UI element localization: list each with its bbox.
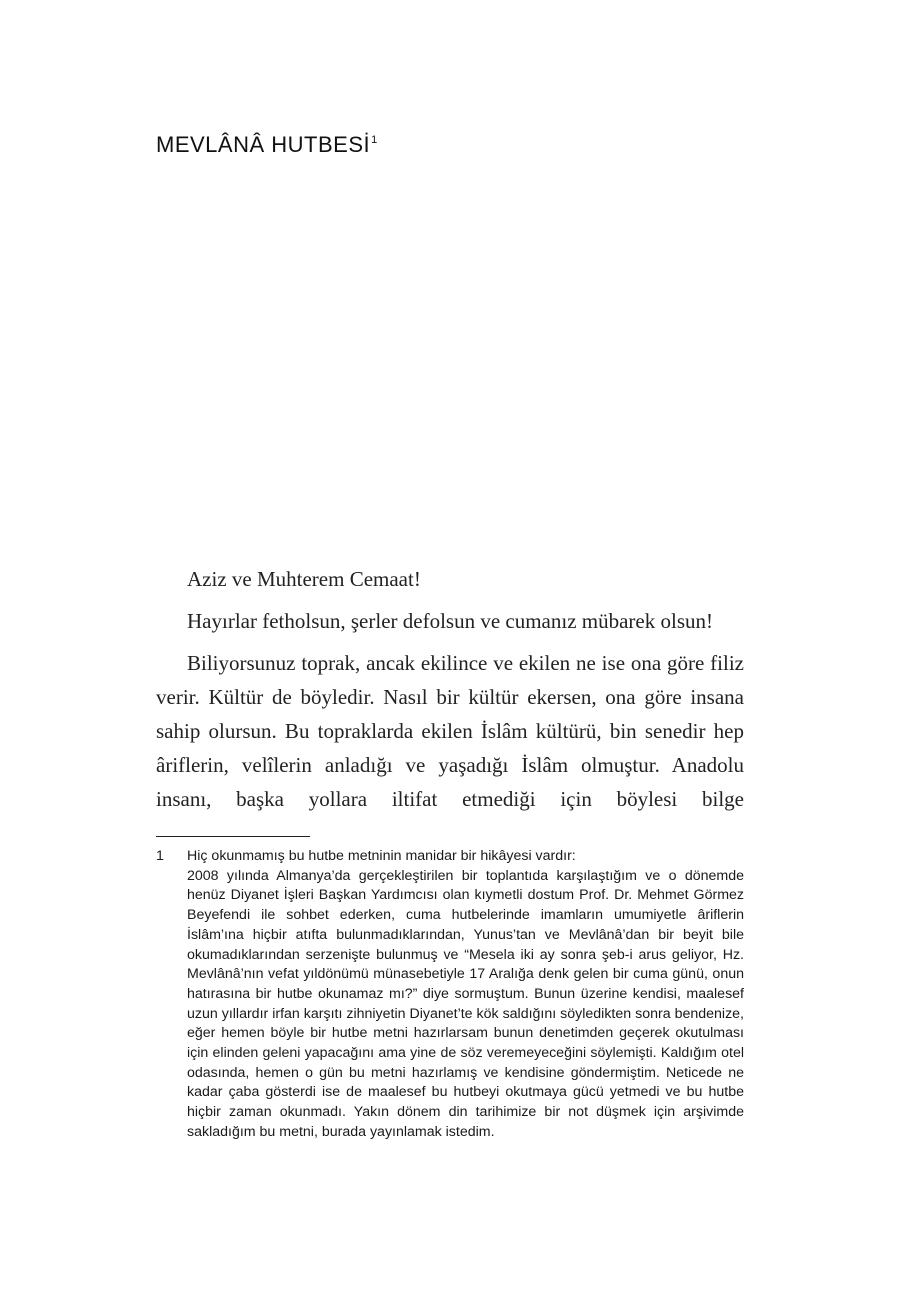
footnote-separator bbox=[156, 836, 310, 837]
salutation-paragraph: Aziz ve Muhterem Cemaat! bbox=[187, 567, 421, 591]
footnote-reference[interactable]: 1 bbox=[371, 134, 378, 146]
footnote-text: 2008 yılında Almanya’da gerçekleştirilen bir toplantıda karşılaştığım ve o dönemde henüz Diyanet İşleri Başkan Yardımcısı olan kıymetli dostum Prof. Dr. Mehmet Görmez Beyefendi ile sohbet ederken, cuma hutbelerinde imamların umumiyetle âriflerin İslâm’ına hiçbir atıfta bulunmadıklarından, Yunus’tan ve Mevlânâ’dan bir beyit bile okumadıklarından serzenişte bulunmuş ve “Mesela iki ay sonra şeb-i arus geliyor, Hz. Mevlânâ’nın vefat yıldönümü münasebetiyle 17 Aralığa denk gelen bir cuma günü, onun hatırasına bir hutbe okunamaz mı?” diye sormuştum. Bunun üzerine kendisi, maalesef uzun yıllardır irfan karşıtı zihniyetin Diyanet’te kök saldığını söyledikten sonra bendenize, eğer hemen böyle bir hutbe metni hazırlarsam bunun denetimden geçerek okutulması için elinden geleni yapacağını ama yine de söz veremeyeceğini söylemişti. Kaldığım otel odasında, hemen o gün bu metni hazırlamış ve kendisine göndermiştim. Neticede ne kadar çaba gösterdi ise de maalesef bu hutbeyi okutmaya gücü yetmedi ve bu hutbe hiçbir zaman okunmadı. Yakın dönem din tarihimize bir not düşmek için arşivimde sakladığım bu metni, burada yayınlamak istedim. bbox=[187, 867, 744, 1140]
footnote-body bbox=[187, 847, 744, 1143]
footnote bbox=[156, 847, 744, 1143]
body-paragraph: Biliyorsunuz toprak, ancak ekilince ve ekilen ne ise ona göre filiz verir. Kültür de böyledir. Nasıl bir kültür ekersen, ona göre insana sahip olursun. Bu topraklarda ekilen İslâm kültürü, bin senedir hep âriflerin, velîlerin anladığı ve yaşadığı İslâm olmuştur. Anadolu insanı, başka yollara iltifat etmediği için böylesi bilge bbox=[156, 651, 744, 811]
chapter-title-text: MEVLÂNÂ HUTBESİ bbox=[156, 132, 371, 157]
body-text bbox=[156, 562, 744, 824]
footnote-number: 1 bbox=[156, 848, 164, 864]
greeting-paragraph: Hayırlar fetholsun, şerler defolsun ve cumanız mübarek olsun! bbox=[187, 609, 713, 633]
chapter-title bbox=[156, 132, 378, 158]
footnote-first-line: Hiç okunmamış bu hutbe metninin manidar bir hikâyesi vardır: bbox=[187, 848, 576, 864]
